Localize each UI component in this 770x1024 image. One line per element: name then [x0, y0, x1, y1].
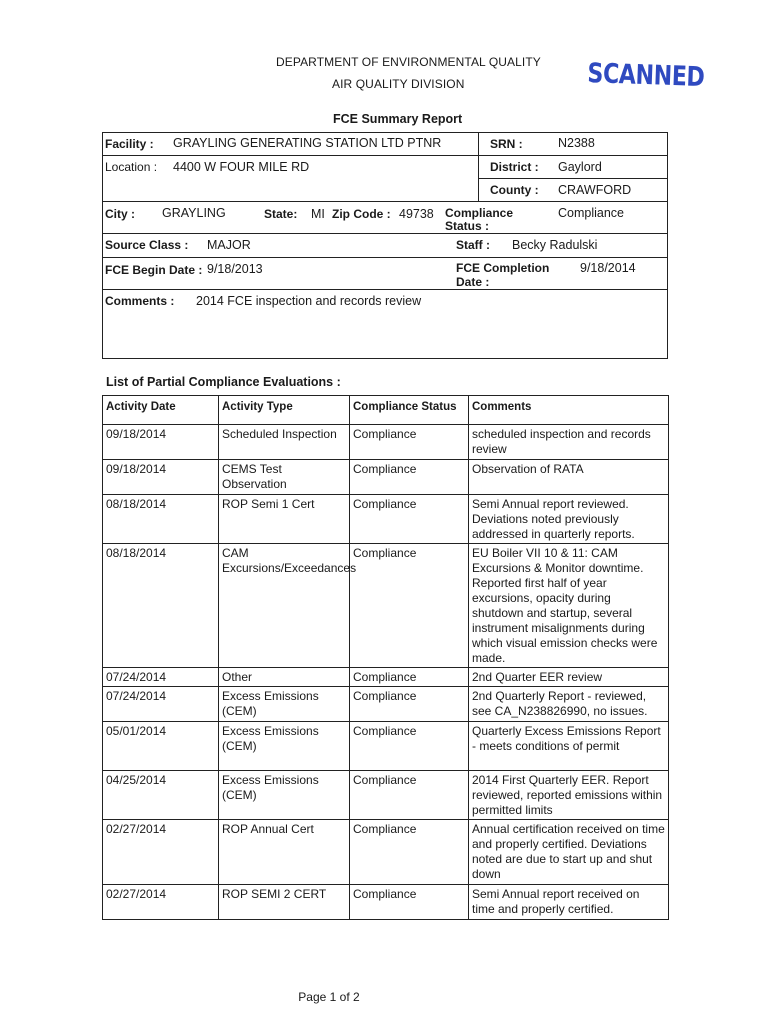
- activity-date: 09/18/2014: [103, 425, 219, 460]
- column-header: Comments: [469, 396, 669, 425]
- state-label: State:: [264, 207, 298, 221]
- table-row: [103, 687, 669, 722]
- activity-type: ROP SEMI 2 CERT: [219, 885, 350, 920]
- compliance-status: Compliance: [350, 771, 469, 820]
- activity-type: ROP Semi 1 Cert: [219, 495, 350, 544]
- compliance-status: Compliance: [350, 687, 469, 722]
- compliance-status: Compliance: [350, 495, 469, 544]
- division-name: AIR QUALITY DIVISION: [332, 77, 465, 91]
- table-row: [103, 460, 669, 495]
- fce-begin-value: 9/18/2013: [207, 262, 263, 276]
- compliance-status: Compliance: [350, 820, 469, 885]
- table-row: [103, 495, 669, 544]
- state-value: MI: [311, 207, 325, 221]
- department-name: DEPARTMENT OF ENVIRONMENTAL QUALITY: [276, 55, 541, 69]
- activity-comments: Annual certification received on time and properly certified. Deviations noted are due to start up and shut down: [469, 820, 669, 885]
- district-label: District :: [490, 160, 539, 174]
- fce-completion-value: 9/18/2014: [580, 261, 636, 275]
- activity-comments: 2014 First Quarterly EER. Report reviewed, reported emissions within permitted limits: [469, 771, 669, 820]
- column-header: Activity Type: [219, 396, 350, 425]
- city-label: City :: [105, 207, 135, 221]
- activity-date: 08/18/2014: [103, 544, 219, 668]
- activity-type: CEMS Test Observation: [219, 460, 350, 495]
- activity-type: ROP Annual Cert: [219, 820, 350, 885]
- city-value: GRAYLING: [162, 206, 226, 220]
- activity-date: 09/18/2014: [103, 460, 219, 495]
- activity-date: 05/01/2014: [103, 722, 219, 771]
- fce-completion-label: FCE Completion: [456, 261, 550, 275]
- source-class-label: Source Class :: [105, 238, 189, 252]
- activity-type: Excess Emissions (CEM): [219, 722, 350, 771]
- staff-label: Staff :: [456, 238, 490, 252]
- activity-date: 02/27/2014: [103, 820, 219, 885]
- table-row: [103, 722, 669, 771]
- activity-comments: Observation of RATA: [469, 460, 669, 495]
- compliance-status-label-2: Status :: [445, 219, 490, 233]
- staff-value: Becky Radulski: [512, 238, 598, 252]
- location-label: Location :: [105, 160, 158, 174]
- compliance-status-value: Compliance: [558, 206, 625, 220]
- activity-comments: Semi Annual report received on time and properly certified.: [469, 885, 669, 920]
- activity-type: CAM Excursions/Exceedances: [219, 544, 350, 668]
- activity-type: Excess Emissions (CEM): [219, 687, 350, 722]
- scanned-stamp: SCANNED: [586, 58, 705, 94]
- fce-begin-label: FCE Begin Date :: [105, 263, 203, 277]
- table-row: [103, 668, 669, 687]
- activity-date: 02/27/2014: [103, 885, 219, 920]
- srn-value: N2388: [558, 136, 595, 150]
- pce-table: [102, 395, 669, 920]
- compliance-status: Compliance: [350, 668, 469, 687]
- activity-comments: 2nd Quarter EER review: [469, 668, 669, 687]
- table-row: [103, 425, 669, 460]
- srn-label: SRN :: [490, 137, 523, 151]
- activity-date: 08/18/2014: [103, 495, 219, 544]
- activity-type: Excess Emissions (CEM): [219, 771, 350, 820]
- table-row: [103, 820, 669, 885]
- source-class-value: MAJOR: [207, 238, 251, 252]
- activity-comments: 2nd Quarterly Report - reviewed, see CA_N238826990, no issues.: [469, 687, 669, 722]
- compliance-status: Compliance: [350, 460, 469, 495]
- compliance-status: Compliance: [350, 885, 469, 920]
- column-header: Activity Date: [103, 396, 219, 425]
- activity-type: Scheduled Inspection: [219, 425, 350, 460]
- activity-type: Other: [219, 668, 350, 687]
- report-title: FCE Summary Report: [333, 112, 463, 126]
- county-label: County :: [490, 183, 539, 197]
- activity-comments: scheduled inspection and records review: [469, 425, 669, 460]
- comments-label: Comments :: [105, 294, 175, 308]
- county-value: CRAWFORD: [558, 183, 632, 197]
- table-row: [103, 544, 669, 668]
- facility-value: GRAYLING GENERATING STATION LTD PTNR: [173, 136, 442, 150]
- zip-label: Zip Code :: [332, 207, 391, 221]
- compliance-status-label: Compliance: [445, 206, 514, 220]
- compliance-status: Compliance: [350, 544, 469, 668]
- activity-comments: EU Boiler VII 10 & 11: CAM Excursions & Monitor downtime. Reported first half of year excursions, opacity during shutdown and startup, several instrument misalignments during which visual emission checks were made.: [469, 544, 669, 668]
- activity-date: 07/24/2014: [103, 668, 219, 687]
- table-row: [103, 771, 669, 820]
- comments-value: 2014 FCE inspection and records review: [196, 294, 422, 308]
- activity-date: 04/25/2014: [103, 771, 219, 820]
- activity-date: 07/24/2014: [103, 687, 219, 722]
- pce-header-row: [103, 396, 669, 425]
- zip-value: 49738: [399, 207, 434, 221]
- fce-completion-label-2: Date :: [456, 275, 490, 289]
- activity-comments: Semi Annual report reviewed. Deviations noted previously addressed in quarterly reports.: [469, 495, 669, 544]
- table-row: [103, 885, 669, 920]
- column-header: Compliance Status: [350, 396, 469, 425]
- pce-list-title: List of Partial Compliance Evaluations :: [106, 375, 341, 389]
- page-number: Page 1 of 2: [298, 990, 360, 1004]
- activity-comments: Quarterly Excess Emissions Report - meets conditions of permit: [469, 722, 669, 771]
- location-value: 4400 W FOUR MILE RD: [173, 160, 310, 174]
- compliance-status: Compliance: [350, 425, 469, 460]
- facility-label: Facility :: [105, 137, 154, 151]
- compliance-status: Compliance: [350, 722, 469, 771]
- district-value: Gaylord: [558, 160, 602, 174]
